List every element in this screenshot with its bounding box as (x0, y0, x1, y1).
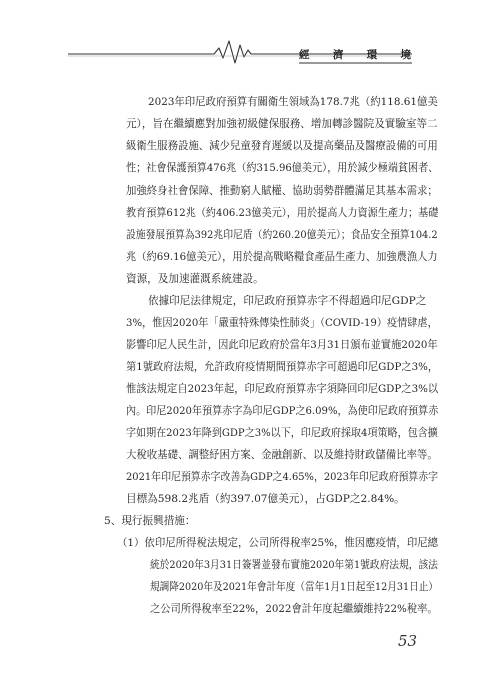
body-line: 2021年印尼預算赤字改善為GDP之4.65%，2023年印尼政府預算赤字 (126, 471, 439, 483)
body-line: 元），旨在繼續應對加強初級健保服務、增加轉診醫院及實驗室等二 (126, 118, 438, 130)
body-line: 3%，惟因2020年「嚴重特殊傳染性肺炎」（COVID-19）疫情肆虐， (126, 317, 438, 329)
section-title-char: 環 (366, 49, 378, 61)
body-line: 設施發展預算為392兆印尼盾（約260.20億美元）；食品安全預算104.2 (126, 229, 438, 241)
body-line: 性；社會保護預算476兆（約315.96億美元），用於減少極端貧困者、 (126, 162, 439, 174)
body-line: 規調降2020年及2021年會計年度（當年1月1日起至12月31日止） (150, 581, 438, 593)
body-line: 依據印尼法律規定，印尼政府預算赤字不得超過印尼GDP之 (148, 295, 427, 307)
body-line: 惟該法規定自2023年起，印尼政府預算赤字須降回印尼GDP之3%以 (126, 383, 439, 395)
section-title-char: 濟 (332, 49, 344, 61)
list-heading: 5、現行振興措施： (104, 515, 196, 527)
section-title-char: 境 (400, 49, 411, 61)
body-line: 字如期在2023年降到GDP之3%以下，印尼政府採取4項策略，包含擴 (126, 427, 438, 439)
body-line: 影響印尼人民生計，因此印尼政府於當年3月31日頒布並實施2020年 (126, 339, 438, 351)
body-line: 教育預算612兆（約406.23億美元），用於提高人力資源生產力；基礎 (126, 207, 439, 219)
body-line: 內。印尼2020年預算赤字為印尼GDP之6.09%，為使印尼政府預算赤 (126, 405, 439, 417)
body-line: 資源，及加速灌溉系統建設。 (126, 273, 264, 285)
body-line: （1）依印尼所得稅法規定，公司所得稅率25%，惟因應疫情，印尼總 (117, 537, 439, 549)
body-line: 級衛生服務設施、減少兒童發育遲緩以及提高藥品及醫療設備的可用 (126, 140, 438, 152)
body-line: 第1號政府法規，允許政府疫情期間預算赤字可超過印尼GDP之3%， (126, 361, 439, 373)
page-number: 53 (398, 632, 418, 650)
body-line: 之公司所得稅率至22%，2022會計年度起繼續維持22%稅率。 (150, 603, 438, 615)
body-line: 2023年印尼政府預算有關衛生領域為178.7兆（約118.61億美 (148, 96, 438, 108)
body-line: 目標為598.2兆盾（約397.07億美元），占GDP之2.84%。 (126, 493, 405, 505)
body-line: 統於2020年3月31日簽署並發布實施2020年第1號政府法規，該法 (150, 559, 438, 571)
body-line: 加強終身社會保障、推動窮人賦權、協助弱勢群體滿足其基本需求； (126, 185, 438, 197)
section-title-char: 經 (299, 49, 310, 61)
body-line: 大稅收基礎、調整紓困方案、金融創新、以及維持財政儲備比率等。 (126, 449, 438, 461)
body-line: 兆（約69.16億美元），用於提高戰略糧食產品生產力、加強農漁人力 (126, 251, 438, 263)
